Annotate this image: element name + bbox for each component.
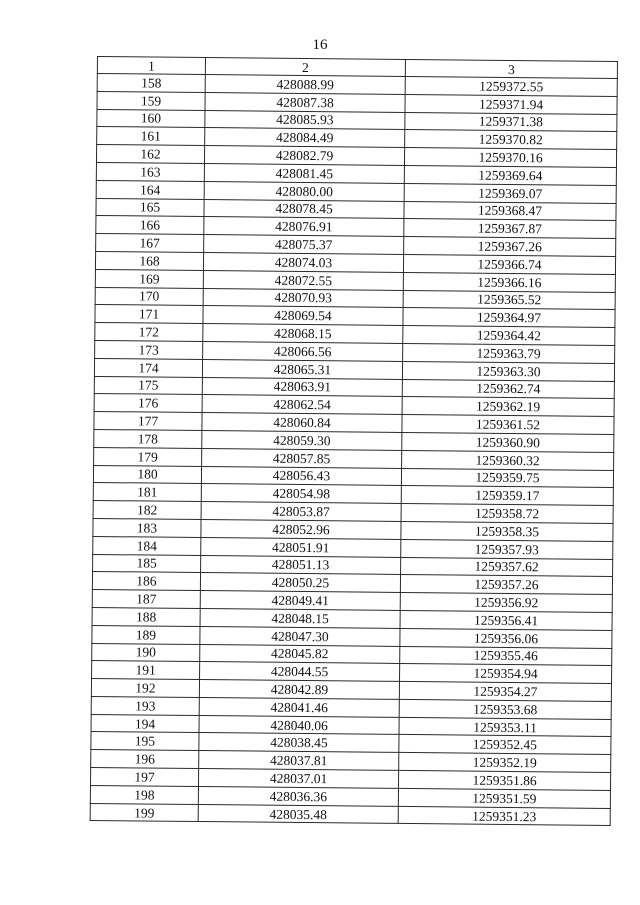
x-coordinate-cell: 428045.82 xyxy=(200,644,400,664)
point-number-cell: 180 xyxy=(93,465,201,484)
column-header-1: 1 xyxy=(97,57,205,75)
y-coordinate-cell: 1259356.06 xyxy=(400,628,612,648)
y-coordinate-cell: 1259357.62 xyxy=(401,557,613,577)
x-coordinate-cell: 428088.99 xyxy=(205,75,405,95)
y-coordinate-cell: 1259356.92 xyxy=(400,593,612,613)
column-header-2: 2 xyxy=(205,58,405,77)
x-coordinate-cell: 428069.54 xyxy=(203,306,403,326)
y-coordinate-cell: 1259371.94 xyxy=(405,94,617,114)
x-coordinate-cell: 428080.00 xyxy=(204,181,404,201)
y-coordinate-cell: 1259364.42 xyxy=(403,326,615,346)
column-header-3: 3 xyxy=(405,59,617,78)
point-number-cell: 198 xyxy=(90,785,198,804)
x-coordinate-cell: 428041.46 xyxy=(199,697,399,717)
y-coordinate-cell: 1259365.52 xyxy=(403,290,615,310)
y-coordinate-cell: 1259353.68 xyxy=(399,699,611,719)
y-coordinate-cell: 1259371.38 xyxy=(405,112,617,132)
point-number-cell: 168 xyxy=(95,251,203,270)
point-number-cell: 167 xyxy=(96,234,204,253)
point-number-cell: 177 xyxy=(94,412,202,431)
x-coordinate-cell: 428070.93 xyxy=(203,288,403,308)
y-coordinate-cell: 1259361.52 xyxy=(402,415,614,435)
point-number-cell: 192 xyxy=(91,679,199,698)
point-number-cell: 165 xyxy=(96,198,204,217)
point-number-cell: 193 xyxy=(91,696,199,715)
coordinates-table xyxy=(90,56,618,826)
x-coordinate-cell: 428075.37 xyxy=(204,235,404,255)
x-coordinate-cell: 428078.45 xyxy=(204,199,404,219)
y-coordinate-cell: 1259353.11 xyxy=(399,717,611,737)
point-number-cell: 187 xyxy=(92,590,200,609)
x-coordinate-cell: 428060.84 xyxy=(202,413,402,433)
point-number-cell: 191 xyxy=(92,661,200,680)
y-coordinate-cell: 1259367.87 xyxy=(404,219,616,239)
point-number-cell: 170 xyxy=(95,287,203,306)
y-coordinate-cell: 1259363.79 xyxy=(403,343,615,363)
point-number-cell: 164 xyxy=(96,180,204,199)
x-coordinate-cell: 428037.81 xyxy=(199,751,399,771)
x-coordinate-cell: 428056.43 xyxy=(201,466,401,486)
table-body xyxy=(90,74,617,826)
point-number-cell: 176 xyxy=(94,394,202,413)
y-coordinate-cell: 1259360.90 xyxy=(402,432,614,452)
point-number-cell: 189 xyxy=(92,625,200,644)
y-coordinate-cell: 1259363.30 xyxy=(402,361,614,381)
y-coordinate-cell: 1259351.86 xyxy=(398,771,610,791)
x-coordinate-cell: 428052.96 xyxy=(201,519,401,539)
point-number-cell: 178 xyxy=(94,429,202,448)
x-coordinate-cell: 428074.03 xyxy=(203,253,403,273)
x-coordinate-cell: 428082.79 xyxy=(204,146,404,166)
y-coordinate-cell: 1259351.59 xyxy=(398,788,610,808)
y-coordinate-cell: 1259360.32 xyxy=(402,450,614,470)
x-coordinate-cell: 428084.49 xyxy=(205,128,405,148)
x-coordinate-cell: 428048.15 xyxy=(200,608,400,628)
y-coordinate-cell: 1259354.94 xyxy=(400,664,612,684)
x-coordinate-cell: 428044.55 xyxy=(200,662,400,682)
y-coordinate-cell: 1259358.35 xyxy=(401,521,613,541)
point-number-cell: 158 xyxy=(97,74,205,93)
y-coordinate-cell: 1259352.45 xyxy=(399,735,611,755)
point-number-cell: 182 xyxy=(93,501,201,520)
x-coordinate-cell: 428066.56 xyxy=(203,341,403,361)
table-row xyxy=(90,803,610,826)
point-number-cell: 179 xyxy=(94,447,202,466)
x-coordinate-cell: 428051.13 xyxy=(201,555,401,575)
point-number-cell: 184 xyxy=(93,536,201,555)
x-coordinate-cell: 428065.31 xyxy=(202,359,402,379)
x-coordinate-cell: 428037.01 xyxy=(198,769,398,789)
y-coordinate-cell: 1259357.93 xyxy=(401,539,613,559)
point-number-cell: 195 xyxy=(91,732,199,751)
x-coordinate-cell: 428081.45 xyxy=(204,164,404,184)
y-coordinate-cell: 1259356.41 xyxy=(400,610,612,630)
y-coordinate-cell: 1259358.72 xyxy=(401,504,613,524)
point-number-cell: 169 xyxy=(95,269,203,288)
point-number-cell: 160 xyxy=(97,109,205,128)
point-number-cell: 161 xyxy=(97,127,205,146)
point-number-cell: 171 xyxy=(95,305,203,324)
point-number-cell: 194 xyxy=(91,714,199,733)
x-coordinate-cell: 428085.93 xyxy=(205,110,405,130)
y-coordinate-cell: 1259366.16 xyxy=(403,272,615,292)
y-coordinate-cell: 1259362.74 xyxy=(402,379,614,399)
x-coordinate-cell: 428036.36 xyxy=(198,786,398,806)
y-coordinate-cell: 1259366.74 xyxy=(403,254,615,274)
x-coordinate-cell: 428057.85 xyxy=(202,448,402,468)
x-coordinate-cell: 428068.15 xyxy=(203,324,403,344)
point-number-cell: 159 xyxy=(97,91,205,110)
point-number-cell: 162 xyxy=(96,145,204,164)
page-number: 16 xyxy=(312,37,328,53)
point-number-cell: 163 xyxy=(96,162,204,181)
point-number-cell: 199 xyxy=(90,803,198,822)
point-number-cell: 196 xyxy=(91,750,199,769)
point-number-cell: 172 xyxy=(95,323,203,342)
y-coordinate-cell: 1259368.47 xyxy=(404,201,616,221)
x-coordinate-cell: 428054.98 xyxy=(201,484,401,504)
y-coordinate-cell: 1259354.27 xyxy=(399,682,611,702)
x-coordinate-cell: 428087.38 xyxy=(205,92,405,112)
x-coordinate-cell: 428047.30 xyxy=(200,626,400,646)
y-coordinate-cell: 1259364.97 xyxy=(403,308,615,328)
x-coordinate-cell: 428059.30 xyxy=(202,430,402,450)
point-number-cell: 175 xyxy=(94,376,202,395)
point-number-cell: 188 xyxy=(92,607,200,626)
y-coordinate-cell: 1259370.16 xyxy=(404,148,616,168)
y-coordinate-cell: 1259369.07 xyxy=(404,183,616,203)
point-number-cell: 166 xyxy=(96,216,204,235)
point-number-cell: 183 xyxy=(93,518,201,537)
x-coordinate-cell: 428038.45 xyxy=(199,733,399,753)
y-coordinate-cell: 1259372.55 xyxy=(405,76,617,96)
y-coordinate-cell: 1259351.23 xyxy=(398,806,610,826)
x-coordinate-cell: 428063.91 xyxy=(202,377,402,397)
y-coordinate-cell: 1259359.17 xyxy=(401,486,613,506)
x-coordinate-cell: 428049.41 xyxy=(200,591,400,611)
y-coordinate-cell: 1259352.19 xyxy=(399,753,611,773)
coordinates-table-container xyxy=(90,56,617,826)
x-coordinate-cell: 428051.91 xyxy=(201,537,401,557)
x-coordinate-cell: 428072.55 xyxy=(203,270,403,290)
point-number-cell: 173 xyxy=(95,340,203,359)
y-coordinate-cell: 1259355.46 xyxy=(400,646,612,666)
point-number-cell: 190 xyxy=(92,643,200,662)
y-coordinate-cell: 1259359.75 xyxy=(401,468,613,488)
point-number-cell: 174 xyxy=(94,358,202,377)
y-coordinate-cell: 1259370.82 xyxy=(405,130,617,150)
x-coordinate-cell: 428040.06 xyxy=(199,715,399,735)
y-coordinate-cell: 1259362.19 xyxy=(402,397,614,417)
point-number-cell: 185 xyxy=(93,554,201,573)
x-coordinate-cell: 428035.48 xyxy=(198,804,398,824)
x-coordinate-cell: 428062.54 xyxy=(202,395,402,415)
point-number-cell: 186 xyxy=(92,572,200,591)
x-coordinate-cell: 428076.91 xyxy=(204,217,404,237)
y-coordinate-cell: 1259367.26 xyxy=(404,237,616,257)
point-number-cell: 197 xyxy=(90,768,198,787)
x-coordinate-cell: 428050.25 xyxy=(200,573,400,593)
y-coordinate-cell: 1259369.64 xyxy=(404,165,616,185)
x-coordinate-cell: 428053.87 xyxy=(201,502,401,522)
y-coordinate-cell: 1259357.26 xyxy=(400,575,612,595)
x-coordinate-cell: 428042.89 xyxy=(199,680,399,700)
point-number-cell: 181 xyxy=(93,483,201,502)
